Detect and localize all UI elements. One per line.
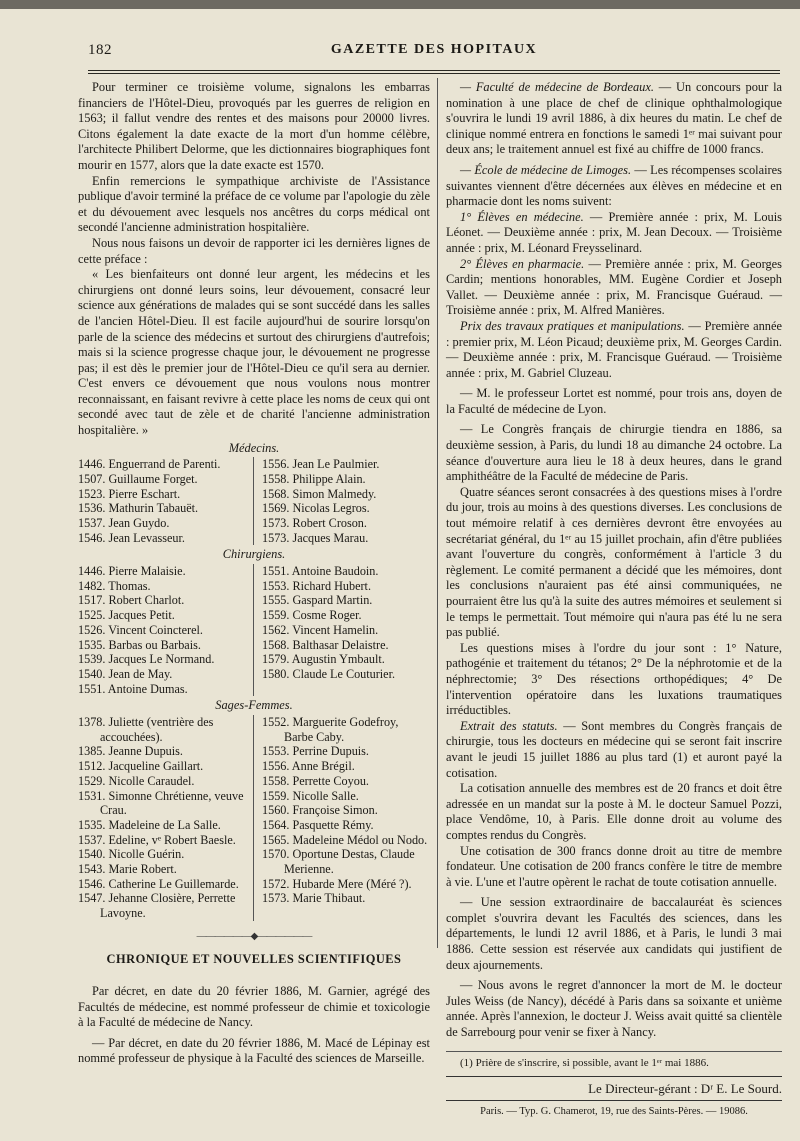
list-entry: 1553. Richard Hubert. — [262, 578, 371, 593]
list-entry: 1559. Cosme Roger. — [262, 608, 362, 623]
list-entry: 1543. Marie Robert. — [78, 862, 177, 877]
section-heading-medecins: Médecins. — [228, 440, 280, 455]
footnote: (1) Prière de s'inscrire, si possible, avant le 1ᵉʳ mai 1886. — [460, 1056, 709, 1069]
item-lead: — École de médecine de Limoges. — [460, 162, 632, 177]
list-entry: 1546. Jean Levasseur. — [78, 530, 185, 545]
page-header — [88, 42, 780, 72]
paragraph: Pour terminer ce troisième volume, signalons les embarras financiers de l'Hôtel-Dieu, provoqués par les guerres de religion en 1563; il fallut vendre des rentes et des maisons pour 20000 livres. Citons également la date exacte de la mort d'un homme célèbre, l'architecte Philibert Delorme, que les dictionnaires biographiques font mourir en 1577, alors que la date exacte est 1570. — [78, 80, 430, 172]
item-text: — Première année : prix, M. Georges Cardin; mentions honorables, MM. Eugène Cordier et Joseph Vallet. — Deuxième année : prix, M. Francisque Guéraud. — Troisième année : prix, M. Alfred Manières. — [446, 256, 782, 318]
list-entry: 1572. Hubarde Mere (Méré ?). — [262, 876, 412, 891]
list-entry: 1553. Perrine Dupuis. — [262, 744, 369, 759]
list-chirurgiens — [78, 564, 430, 696]
printer-imprint: Paris. — Typ. G. Chamerot, 19, rue des Saints-Pères. — 19086. — [446, 1100, 782, 1120]
list-entry: 1551. Antoine Dumas. — [78, 681, 188, 696]
paragraph: Nous nous faisons un devoir de rapporter ici les dernières lignes de cette préface : — [78, 235, 430, 266]
list-entry: 1573. Robert Croson. — [262, 516, 367, 531]
item-lead: Prix des travaux pratiques et manipulations. — [460, 318, 685, 333]
list-entry: 1537. Edeline, vᵉ Robert Baesle. — [78, 832, 236, 847]
paragraph: — Par décret, en date du 20 février 1886, M. Macé de Lépinay est nommé professeur de physique à la Faculté des sciences de Marseille. — [78, 1035, 430, 1066]
paragraph: La cotisation annuelle des membres est de 20 francs et doit être adressée en un mandat sur la poste à M. le docteur Samuel Pozzi, place Vendôme, 10, à Paris. Elle donne droit au volume des comptes rendus du Congrès. — [446, 781, 782, 842]
running-title: GAZETTE DES HOPITAUX — [330, 42, 538, 57]
list-entry: 1537. Jean Guydo. — [78, 516, 170, 531]
item-lead: — Faculté de médecine de Bordeaux. — [460, 80, 654, 94]
paragraph: Par décret, en date du 20 février 1886, M. Garnier, agrégé des Facultés de médecine, est nommé professeur de chimie et toxicologie à la Faculté de médecine de Nancy. — [78, 984, 430, 1030]
news-item — [446, 163, 782, 210]
list-entry: 1446. Enguerrand de Parenti. — [78, 457, 221, 472]
list-entry: 1568. Balthasar Delaistre. — [262, 637, 389, 652]
list-entry: 1540. Jean de May. — [78, 666, 173, 681]
news-item — [446, 80, 782, 158]
paragraph: Quatre séances seront consacrées à des questions mises à l'ordre du jour, trois au moins à des questions diverses. Les conclusions de tout mémoire relatif à ces dernières devront être envoyées au secrétariat général, du 1ᵉʳ au 15 juillet prochain, afin d'être publiées avant l'ouverture du congrès, conformément à l'article 3 du règlement. Le comité permanent a décidé que les mémoires, dont les conclusions n'auraient pas été ainsi communiquées, ne pourraient être lus qu'à la suite des autres mémoires et seulement si le temps le permettait. Tout mémoire qui n'aura pas été lu ne sera pas publié. — [446, 484, 782, 640]
news-item: — Le Congrès français de chirurgie tiendra en 1886, sa deuxième session, à Paris, du lundi 18 au dimanche 24 octobre. La séance d'ouverture aura lieu le 18 à deux heures, dans le grand amphithéâtre de la Faculté de médecine de Paris. — [446, 422, 782, 484]
footnote-rule — [446, 1051, 782, 1052]
paragraph: Enfin remercions le sympathique archiviste de l'Assistance publique d'avoir terminé la préface de ce volume par l'apologie du zèle et du dévouement avec lesquels nos ancêtres du corps médical ont secondé l'ancienne administration hospitalière. — [78, 173, 430, 235]
item-lead: 2° Élèves en pharmacie. — [460, 256, 585, 271]
list-entry: 1535. Barbas ou Barbais. — [78, 637, 201, 652]
list-entry: 1507. Guillaume Forget. — [78, 471, 198, 486]
list-entry: 1556. Anne Brégil. — [262, 759, 355, 774]
page-number: 182 — [88, 42, 112, 58]
news-item — [446, 719, 782, 781]
list-entry: 1569. Nicolas Legros. — [262, 501, 370, 516]
director-signature: Le Directeur-gérant : Dʳ E. Le Sourd. — [446, 1076, 782, 1097]
list-entry: 1536. Mathurin Tabauët. — [78, 501, 199, 516]
list-entry: 1378. Juliette (ventrière des accouchées). — [78, 714, 214, 744]
news-item — [446, 319, 782, 381]
item-text: — Sont membres du Congrès français de chirurgie, tous les docteurs en médecine qui se seront fait inscrire avant le jeudi 15 juillet 1886 au plus tard (1) et auront payé la cotisation. — [446, 718, 782, 780]
list-entry: 1446. Pierre Malaisie. — [78, 564, 186, 579]
list-column — [254, 457, 430, 545]
list-entry: 1552. Marguerite Godefroy, Barbe Caby. — [262, 714, 399, 744]
list-entry: 1540. Nicolle Guérin. — [78, 847, 185, 862]
list-entry: 1562. Vincent Hamelin. — [262, 622, 379, 637]
section-heading-sages-femmes: Sages-Femmes. — [215, 698, 293, 713]
list-entry: 1556. Jean Le Paulmier. — [262, 457, 380, 472]
top-edge-strip — [0, 0, 800, 9]
list-entry: 1573. Jacques Marau. — [262, 530, 369, 545]
item-lead: Extrait des statuts. — [460, 718, 558, 733]
list-column — [78, 715, 254, 921]
list-entry: 1564. Pasquette Rémy. — [262, 817, 374, 832]
news-item: — Une session extraordinaire de baccalauréat ès sciences complet s'ouvrira devant les Facultés des sciences, dans les départements, le lundi 12 avril 1886, et à Paris, le lundi 3 mai 1886. Cette session est réservée aux candidats qui justifient de deux ajournements. — [446, 895, 782, 972]
news-item — [446, 257, 782, 319]
column-separator — [437, 78, 438, 948]
list-column — [254, 715, 430, 921]
list-entry: 1551. Antoine Baudoin. — [262, 564, 379, 579]
list-entry: 1512. Jacqueline Gaillart. — [78, 759, 204, 774]
list-column — [78, 457, 254, 545]
list-entry: 1531. Simonne Chrétienne, veuve Crau. — [78, 788, 244, 818]
list-entry: 1529. Nicolle Caraudel. — [78, 773, 195, 788]
left-column — [78, 80, 430, 1067]
list-entry: 1482. Thomas. — [78, 578, 151, 593]
list-entry: 1539. Jacques Le Normand. — [78, 652, 215, 667]
item-text: — Première année : prix, M. Louis Léonet. — Deuxième année : prix, M. Jean Decoux. — Troisième année : prix, M. Léonard Freysselinard. — [446, 209, 782, 255]
list-entry: 1517. Robert Charlot. — [78, 593, 185, 608]
list-entry: 1568. Simon Malmedy. — [262, 486, 377, 501]
header-rule — [88, 70, 780, 71]
list-entry: 1558. Philippe Alain. — [262, 471, 366, 486]
quotation: « Les bienfaiteurs ont donné leur argent, les médecins et les chirurgiens ont donné leurs soins, leur dévouement, consacré leur science aux générations de malades qui se sont succédé dans les salles de l'ancien Hôtel-Dieu. Il est facile aujourd'hui de sourire lorsqu'on parle de la science des médecins et surtout des chirurgiens d'autrefois; mais si la science progresse chaque jour, le dévouement ne progresse pas; il est dès le premier jour de l'Hôtel-Dieu ce qu'il sera au dernier. C'est envers ce dévouement que nous voulons nous montrer reconnaissant, en faisant revivre à cette place les noms de ceux qui ont secondé avec taut de zèle et de charité l'ancienne administration hospitalière. » — [78, 267, 430, 438]
list-entry: 1560. Françoise Simon. — [262, 803, 378, 818]
list-column — [78, 564, 254, 696]
news-item: — Nous avons le regret d'annoncer la mort de M. le docteur Jules Weiss (de Nancy), décédé à Paris dans sa soixante et unième année. Après l'annexion, le docteur J. Weiss avait quitté sa clientèle de Sarrebourg pour venir se fixer à Nancy. — [446, 978, 782, 1040]
item-lead: 1° Élèves en médecine. — [460, 209, 584, 224]
list-sages-femmes — [78, 715, 430, 921]
paragraph: Les questions mises à l'ordre du jour sont : 1° Nature, pathogénie et traitement du tétanos; 2° De la néphrotomie et de la néphrectomie; 3° Des résections orthopédiques; 4° De l'intervention opératoire dans les luxations traumatiques irréductibles. — [446, 640, 782, 718]
list-entry: 1525. Jacques Petit. — [78, 608, 175, 623]
list-entry: 1580. Claude Le Couturier. — [262, 666, 396, 681]
list-entry: 1523. Pierre Eschart. — [78, 486, 181, 501]
list-entry: 1535. Madeleine de La Salle. — [78, 817, 221, 832]
chronique-heading: CHRONIQUE ET NOUVELLES SCIENTIFIQUES — [106, 952, 402, 967]
list-entry: 1547. Jehanne Closière, Perrette Lavoyne. — [78, 891, 236, 921]
list-entry: 1570. Oportune Destas, Claude Merienne. — [262, 847, 415, 877]
list-entry: 1555. Gaspard Martin. — [262, 593, 373, 608]
item-text: — Un concours pour la nomination à une place de chef de clinique ophthalmologique s'ouvrira le lundi 19 avril 1886, à dix heures du matin. Le chef de clinique nommé entrera en fonctions le samedi 1ᵉʳ mai suivant pour deux ans; le traitement annuel est fixé au chiffre de 1000 francs. — [446, 80, 783, 157]
list-column — [254, 564, 430, 696]
list-entry: 1526. Vincent Coincterel. — [78, 622, 203, 637]
list-entry: 1573. Marie Thibaut. — [262, 891, 366, 906]
list-entry: 1546. Catherine Le Guillemarde. — [78, 876, 239, 891]
paragraph: Une cotisation de 300 francs donne droit au titre de membre fondateur. Une cotisation de 200 francs confère le titre de membre à vie. L'une et l'autre opèrent le rachat de toute cotisation annuelle. — [446, 843, 782, 889]
news-item: — M. le professeur Lortet est nommé, pour trois ans, doyen de la Faculté de médecine de Lyon. — [446, 386, 782, 416]
list-entry: 1579. Augustin Ymbault. — [262, 652, 385, 667]
right-column — [446, 80, 782, 1120]
item-text: — Première année : premier prix, M. Léon Picaud; deuxième prix, M. Georges Cardin. — Deuxième année : prix, M. Francisque Guéraud. — Troisième année : prix, M. Gabriel Cluzeau. — [446, 318, 782, 380]
list-entry: 1558. Perrette Coyou. — [262, 773, 369, 788]
list-medecins — [78, 457, 430, 545]
section-heading-chirurgiens: Chirurgiens. — [222, 547, 286, 562]
header-rule-2 — [88, 73, 780, 74]
list-entry: 1559. Nicolle Salle. — [262, 788, 359, 803]
ornament-divider: ——————◆—————— — [196, 930, 312, 942]
item-text: — Les récompenses scolaires suivantes viennent d'être décernées aux élèves en médecine et en pharmacie dont les noms suivent: — [446, 162, 782, 209]
news-item — [446, 210, 782, 257]
list-entry: 1385. Jeanne Dupuis. — [78, 744, 183, 759]
list-entry: 1565. Madeleine Médol ou Nodo. — [262, 832, 428, 847]
